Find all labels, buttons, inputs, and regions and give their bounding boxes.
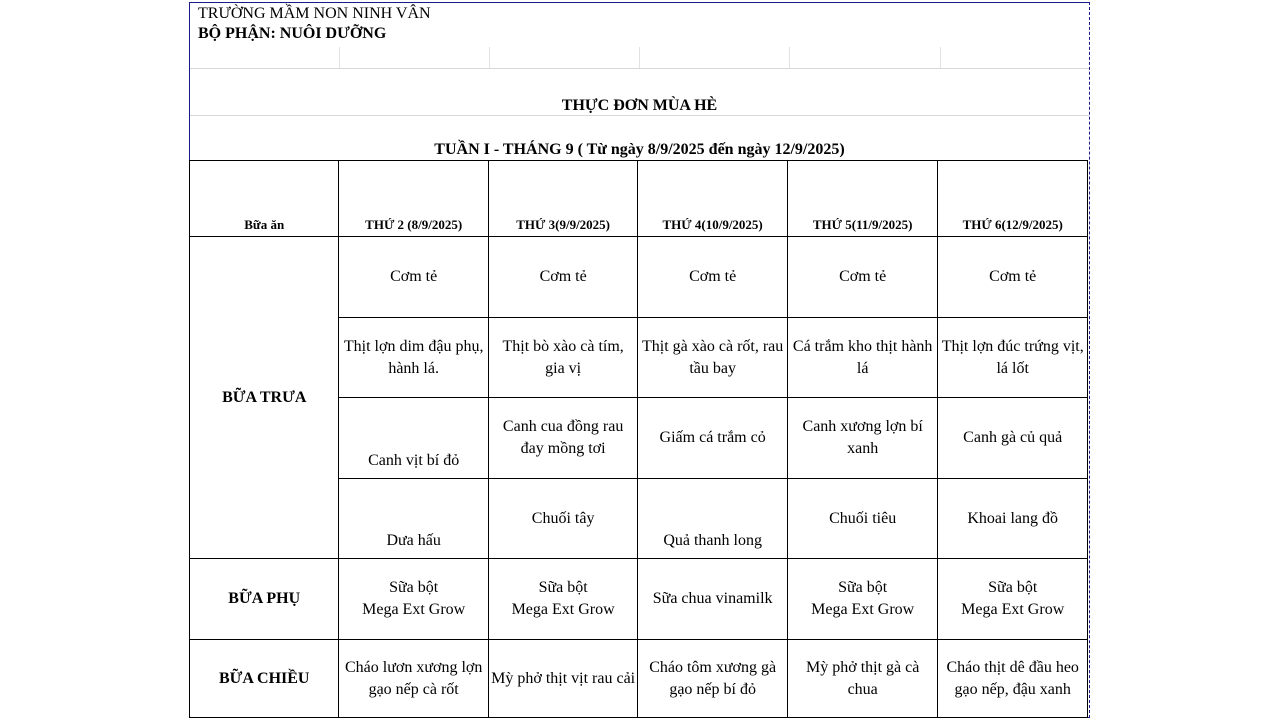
day-header-thu: THỨ 5(11/9/2025) (787, 161, 938, 237)
lunch-rice-mon: Cơm tẻ (339, 237, 488, 318)
day-header-fri: THỨ 6(12/9/2025) (938, 161, 1088, 237)
snack-mon (339, 559, 488, 640)
lunch-fruit-thu: Chuối tiêu (787, 479, 938, 559)
menu-sheet (189, 2, 1090, 718)
snack-line: Sữa bột (988, 579, 1038, 596)
snack-line: Mega Ext Grow (961, 601, 1065, 618)
lunch-main-thu: Cá trắm kho thịt hành lá (787, 318, 938, 398)
lunch-main-mon: Thịt lợn dim đậu phụ, hành lá. (339, 318, 488, 398)
afternoon-mon: Cháo lươn xương lợn gạo nếp cà rốt (339, 640, 488, 718)
gridline (190, 68, 1089, 69)
snack-tue (488, 559, 637, 640)
table-row (190, 559, 1088, 640)
snack-line: Sữa bột (838, 579, 888, 596)
day-header-mon: THỨ 2 (8/9/2025) (339, 161, 488, 237)
lunch-fruit-fri: Khoai lang đồ (938, 479, 1088, 559)
snack-line: Mega Ext Grow (811, 601, 915, 618)
lunch-label: BỮA TRƯA (190, 237, 339, 559)
lunch-main-tue: Thịt bò xào cà tím, gia vị (488, 318, 637, 398)
snack-line: Sữa bột (538, 579, 588, 596)
page-title: THỰC ĐƠN MÙA HÈ (561, 97, 718, 114)
lunch-main-wed: Thịt gà xào cà rốt, rau tầu bay (638, 318, 788, 398)
gridline (639, 47, 640, 69)
afternoon-fri: Cháo thịt dê đầu heo gạo nếp, đậu xanh (938, 640, 1088, 718)
gridline (190, 115, 1089, 116)
afternoon-label: BỮA CHIỀU (190, 640, 339, 718)
snack-line: Sữa chua vinamilk (652, 590, 773, 607)
day-header-tue: THỨ 3(9/9/2025) (488, 161, 637, 237)
lunch-soup-tue: Canh cua đồng rau đay mồng tơi (488, 398, 637, 479)
lunch-rice-thu: Cơm tẻ (787, 237, 938, 318)
gridline (940, 47, 941, 69)
lunch-soup-mon: Canh vịt bí đỏ (339, 398, 488, 479)
gridline (489, 47, 490, 69)
table-row (190, 237, 1088, 318)
lunch-soup-thu: Canh xương lợn bí xanh (787, 398, 938, 479)
snack-label: BỮA PHỤ (190, 559, 339, 640)
lunch-soup-fri: Canh gà củ quả (938, 398, 1088, 479)
lunch-rice-fri: Cơm tẻ (938, 237, 1088, 318)
day-header-wed: THỨ 4(10/9/2025) (638, 161, 788, 237)
lunch-main-fri: Thịt lợn đúc trứng vịt, lá lốt (938, 318, 1088, 398)
menu-table (189, 160, 1088, 718)
snack-line: Mega Ext Grow (511, 601, 615, 618)
department-name: BỘ PHẬN: NUÔI DƯỠNG (198, 25, 387, 42)
afternoon-thu: Mỳ phở thịt gà cà chua (787, 640, 938, 718)
snack-line: Mega Ext Grow (362, 601, 466, 618)
lunch-soup-wed: Giấm cá trắm cỏ (638, 398, 788, 479)
lunch-fruit-tue: Chuối tây (488, 479, 637, 559)
gridline (339, 47, 340, 69)
snack-wed (638, 559, 788, 640)
lunch-rice-tue: Cơm tẻ (488, 237, 637, 318)
lunch-rice-wed: Cơm tẻ (638, 237, 788, 318)
table-header-row (190, 161, 1088, 237)
school-name: TRƯỜNG MẦM NON NINH VÂN (198, 5, 431, 22)
gridline (789, 47, 790, 69)
snack-fri (938, 559, 1088, 640)
afternoon-wed: Cháo tôm xương gà gạo nếp bí đỏ (638, 640, 788, 718)
snack-thu (787, 559, 938, 640)
meal-column-header: Bữa ăn (190, 161, 339, 237)
lunch-fruit-wed: Quả thanh long (638, 479, 788, 559)
week-title: TUẦN I - THÁNG 9 ( Từ ngày 8/9/2025 đến ngày 12/9/2025) (434, 141, 845, 158)
lunch-fruit-mon: Dưa hấu (339, 479, 488, 559)
snack-line: Sữa bột (389, 579, 439, 596)
table-row (190, 640, 1088, 718)
afternoon-tue: Mỳ phở thịt vịt rau cải (488, 640, 637, 718)
